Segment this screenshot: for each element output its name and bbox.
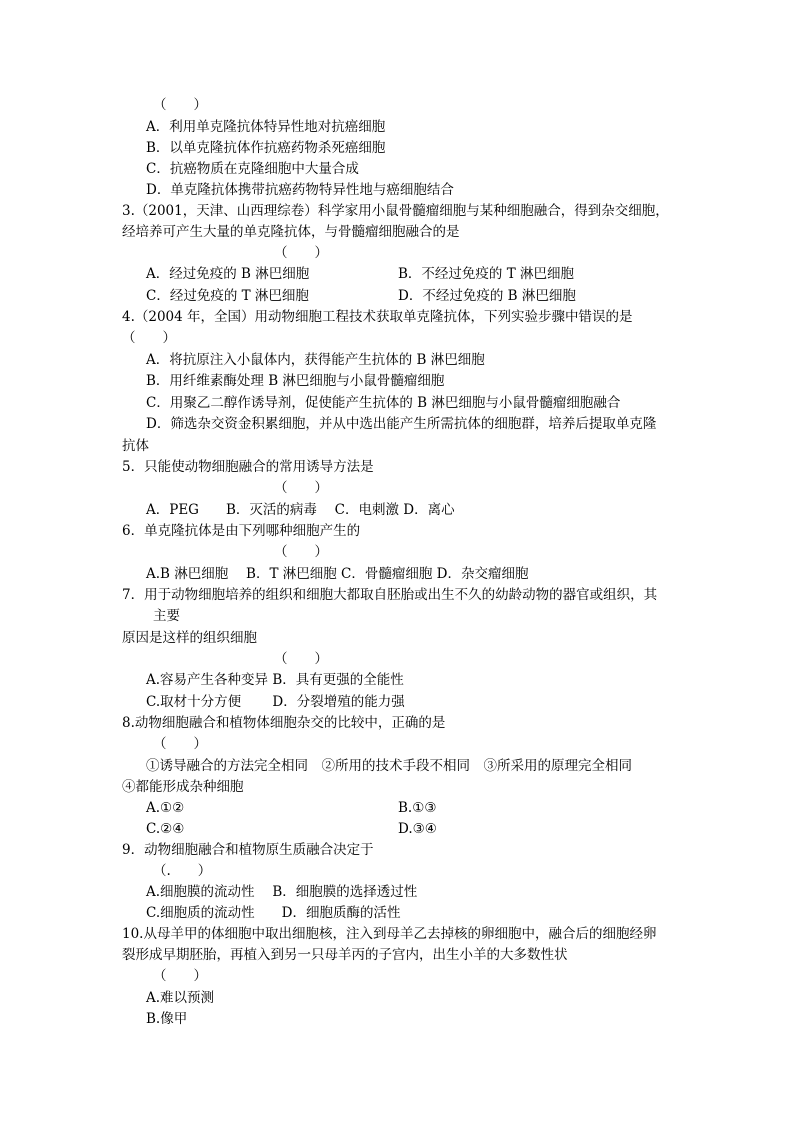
option-4b: B．用纤维素酶处理 B 淋巴细胞与小鼠骨髓瘤细胞 xyxy=(146,373,445,389)
answer-bracket-q6: （ ） xyxy=(274,544,328,560)
option-3d: D．不经过免疫的 B 淋巴细胞 xyxy=(398,288,576,304)
statements-8: ①诱导融合的方法完全相同 ②所用的技术手段不相同 ③所采用的原理完全相同 xyxy=(146,758,632,774)
option-4c: C．用聚乙二醇作诱导剂，促使能产生抗体的 B 淋巴细胞与小鼠骨髓瘤细胞融合 xyxy=(146,395,621,411)
question-10-stem: 10.从母羊甲的体细胞中取出细胞核，注入到母羊乙去掉核的卵细胞中，融合后的细胞经卵 xyxy=(122,926,657,942)
option-10a: A.难以预测 xyxy=(146,990,215,1006)
question-4-stem: 4.（2004 年，全国）用动物细胞工程技术获取单克隆抗体，下列实验步骤中错误的是 xyxy=(122,309,633,325)
option-3b: B．不经过免疫的 T 淋巴细胞 xyxy=(398,266,575,282)
option-2a: A．利用单克隆抗体特异性地对抗癌细胞 xyxy=(146,119,386,135)
question-6-stem: 6．单克隆抗体是由下列哪种细胞产生的 xyxy=(122,523,361,539)
option-4a: A．将抗原注入小鼠体内，获得能产生抗体的 B 淋巴细胞 xyxy=(146,352,485,368)
options-7cd: C.取材十分方便 D．分裂增殖的能力强 xyxy=(146,694,405,710)
options-9cd: C.细胞质的流动性 D．细胞质酶的活性 xyxy=(146,905,401,921)
question-7-stem-cont2: 原因是这样的组织细胞 xyxy=(122,630,257,646)
statements-8-cont: ④都能形成杂种细胞 xyxy=(122,779,244,795)
option-8c: C.②④ xyxy=(146,821,185,837)
option-3a: A．经过免疫的 B 淋巴细胞 xyxy=(146,266,310,282)
option-8a: A.①② xyxy=(146,800,185,816)
option-2d: D．单克隆抗体携带抗癌药物特异性地与癌细胞结合 xyxy=(146,182,454,198)
option-8b: B.①③ xyxy=(398,800,437,816)
option-8d: D.③④ xyxy=(398,821,437,837)
option-4d: D．筛选杂交资金积累细胞，并从中选出能产生所需抗体的细胞群，培养后提取单克隆 xyxy=(146,416,657,432)
question-7-stem: 7．用于动物细胞培养的组织和细胞大都取自胚胎或出生不久的幼龄动物的器官或组织，其 xyxy=(122,587,658,603)
option-10b: B.像甲 xyxy=(146,1011,188,1027)
question-3-stem-cont: 经培养可产生大量的单克隆抗体，与骨髓瘤细胞融合的是 xyxy=(122,224,460,240)
options-5: A．PEG B．灭活的病毒 C．电刺激 D．离心 xyxy=(146,502,455,518)
answer-bracket-q3: （ ） xyxy=(274,245,328,261)
answer-bracket-q2: （ ） xyxy=(153,97,207,113)
question-5-stem: 5．只能使动物细胞融合的常用诱导方法是 xyxy=(122,459,374,475)
option-4d-cont: 抗体 xyxy=(122,438,149,454)
question-8-stem: 8.动物细胞融合和植物体细胞杂交的比较中，正确的是 xyxy=(122,715,446,731)
question-10-stem-cont: 裂形成早期胚胎，再植入到另一只母羊丙的子宫内，出生小羊的大多数性状 xyxy=(122,947,568,963)
option-2c: C．抗癌物质在克隆细胞中大量合成 xyxy=(146,161,359,177)
answer-bracket-q9: （. ） xyxy=(153,863,212,879)
options-9ab: A.细胞膜的流动性 B．细胞膜的选择透过性 xyxy=(146,884,418,900)
options-7ab: A.容易产生各种变异 B．具有更强的全能性 xyxy=(146,672,404,688)
answer-bracket-q5: （ ） xyxy=(274,480,328,496)
options-6: A.B 淋巴细胞 B．T 淋巴细胞 C．骨髓瘤细胞 D．杂交瘤细胞 xyxy=(146,566,529,582)
question-9-stem: 9．动物细胞融合和植物原生质融合决定于 xyxy=(122,842,374,858)
option-2b: B．以单克隆抗体作抗癌药物杀死癌细胞 xyxy=(146,140,386,156)
question-3-stem: 3.（2001，天津、山西理综卷）科学家用小鼠骨髓瘤细胞与某种细胞融合，得到杂交细胞， xyxy=(122,203,669,219)
question-7-stem-cont: 主要 xyxy=(153,608,180,624)
answer-bracket-q4: （ ） xyxy=(122,330,176,346)
option-3c: C．经过免疫的 T 淋巴细胞 xyxy=(146,288,309,304)
answer-bracket-q10: （ ） xyxy=(153,968,207,984)
answer-bracket-q7: （ ） xyxy=(274,651,328,667)
answer-bracket-q8: （ ） xyxy=(153,736,207,752)
